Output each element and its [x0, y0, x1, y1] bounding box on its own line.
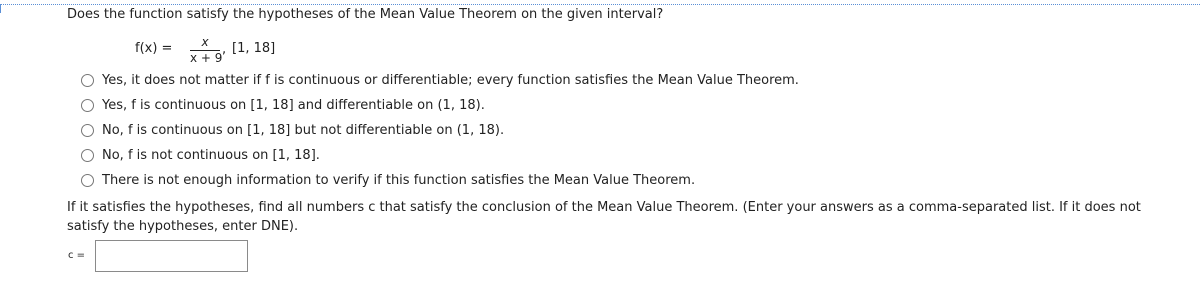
option-label: No, f is not continuous on [1, 18].	[102, 147, 320, 163]
radio-button[interactable]	[81, 99, 94, 112]
option-label: Yes, it does not matter if f is continuous or differentiable; every function satisfies the Mean Value Theorem.	[102, 72, 799, 88]
option-1[interactable]	[81, 70, 799, 90]
fraction-denominator: x + 9	[190, 51, 223, 65]
fraction	[190, 35, 223, 65]
option-5[interactable]	[81, 170, 695, 190]
option-4[interactable]	[81, 145, 320, 165]
option-label: No, f is continuous on [1, 18] but not differentiable on (1, 18).	[102, 122, 505, 138]
radio-button[interactable]	[81, 124, 94, 137]
interval-text: [1, 18]	[232, 41, 276, 56]
option-3[interactable]	[81, 120, 504, 140]
top-border-tick	[0, 5, 1, 13]
option-label: There is not enough information to verify if this function satisfies the Mean Value Theorem.	[102, 172, 696, 188]
function-label: f(x) =	[135, 41, 173, 56]
option-2[interactable]	[81, 95, 485, 115]
answer-input[interactable]	[95, 240, 248, 272]
top-border	[0, 4, 1200, 5]
question-text: Does the function satisfy the hypotheses of the Mean Value Theorem on the given interval?	[67, 7, 664, 22]
radio-button[interactable]	[81, 174, 94, 187]
option-label: Yes, f is continuous on [1, 18] and differentiable on (1, 18).	[102, 97, 485, 113]
radio-button[interactable]	[81, 74, 94, 87]
fraction-numerator: x	[201, 35, 209, 49]
radio-button[interactable]	[81, 149, 94, 162]
answer-label: c =	[68, 250, 86, 261]
instructions-text: If it satisfies the hypotheses, find all numbers c that satisfy the conclusion of the Mean Value Theorem. (Enter your answers as a comma-separated list. If it does not satisfy the hypotheses, enter DNE).	[67, 200, 1141, 234]
formula-comma: ,	[222, 42, 227, 57]
